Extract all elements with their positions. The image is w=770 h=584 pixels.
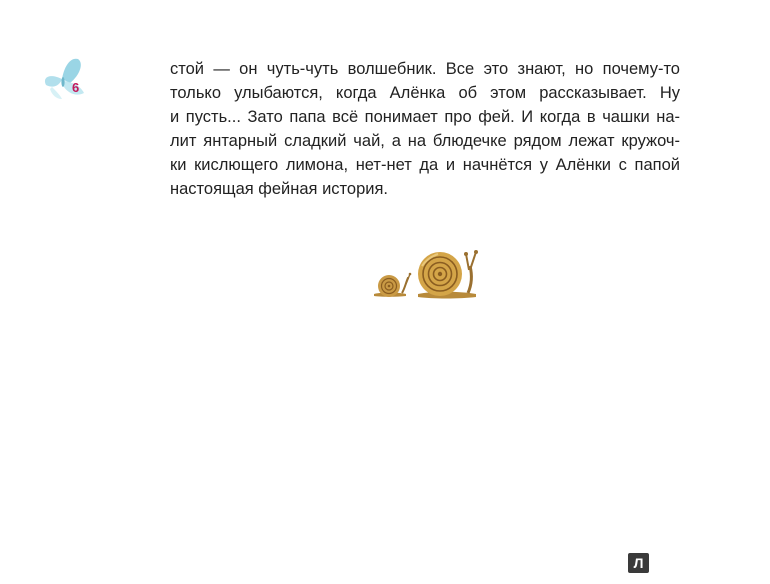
text-line: только улыбаются, когда Алёнка об этом рассказывает. Ну — [170, 84, 680, 102]
text-line: и пусть... Зато папа всё понимает про фей. И когда в чашки на- — [170, 108, 680, 126]
page-number: 6 — [72, 80, 80, 95]
text-line: ки кислющего лимона, нет-нет да и начнётся у Алёнки с папой — [170, 156, 680, 174]
text-line: стой — он чуть-чуть волшебник. Все это знают, но почему-то — [170, 60, 680, 78]
small-snail-icon — [374, 273, 411, 297]
body-text — [170, 57, 680, 201]
site-logo-icon: Л — [628, 553, 649, 573]
text-line: настоящая фейная история. — [170, 180, 388, 198]
butterfly-icon — [40, 55, 90, 101]
large-snail-icon — [418, 250, 478, 299]
snails-illustration — [372, 244, 482, 300]
text-line: лит янтарный сладкий чай, а на блюдечке рядом лежат кружоч- — [170, 132, 680, 150]
